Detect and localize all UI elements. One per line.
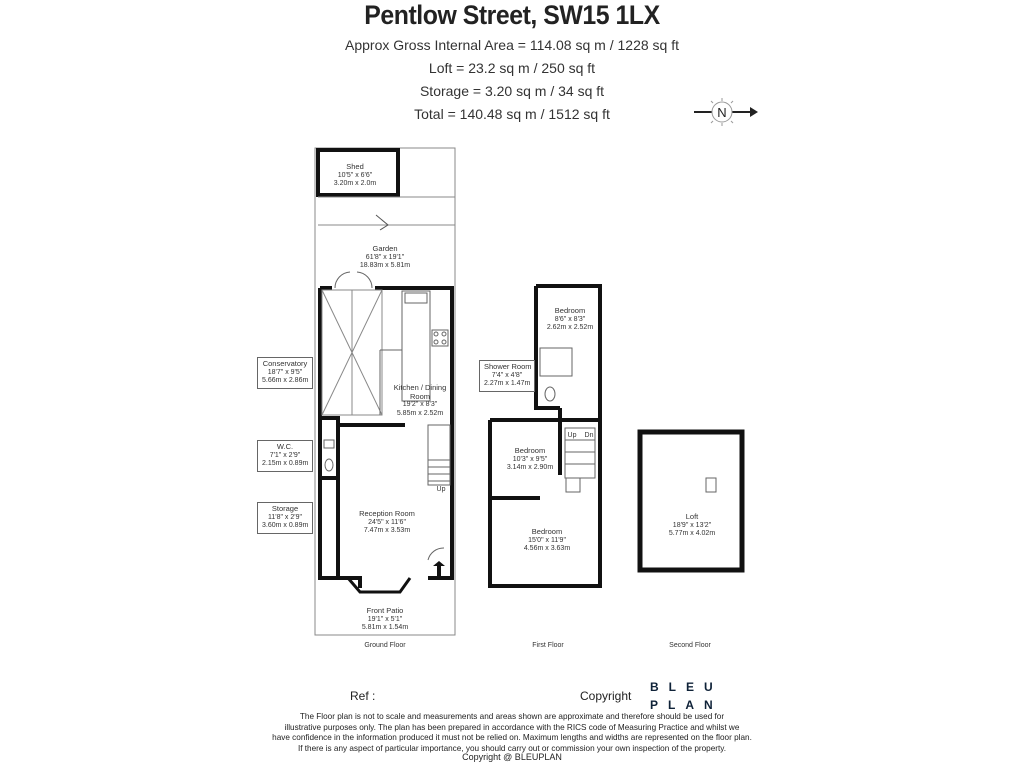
disclaimer: The Floor plan is not to scale and measurements and areas shown are approximate and therefore should be used for illustrative purposes only. The plan has been prepared in accordance with the RICS code of Measuring Practice and whilst we have confidence in the information produced it must not be relied on. Maximum lengths and widths are represented on the floor plan. If there is any aspect of particular importance, you should carry out or commission your own inspection of the property. [272, 712, 752, 753]
gross-area-text: Approx Gross Internal Area = 114.08 sq m / 1228 sq ft [345, 37, 679, 53]
room-label-shed: Shed 10'5" x 6'6" 3.20m x 2.0m [333, 162, 377, 187]
room-label-bedroom-1: Bedroom 8'6" x 8'3" 2.62m x 2.52m [546, 306, 594, 331]
shed-outline [318, 150, 455, 230]
room-label-shower-room: Shower Room 7'4" x 4'8" 2.27m x 1.47m [479, 360, 535, 392]
room-label-front-patio: Front Patio 19'1" x 5'1" 5.81m x 1.54m [361, 606, 409, 631]
conservatory-glazing [322, 290, 382, 415]
room-label-reception: Reception Room 24'5" x 11'6" 7.47m x 3.53m [359, 509, 415, 534]
loft-area-text: Loft = 23.2 sq m / 250 sq ft [428, 60, 596, 76]
room-label-loft: Loft 18'9" x 13'2" 5.77m x 4.02m [668, 512, 716, 537]
first-stairs-down-label: Dn [584, 432, 594, 439]
copyright-footer: Copyright @ BLEUPLAN [462, 752, 562, 762]
ground-stairs [428, 425, 450, 485]
ground-floor-caption: Ground Floor [364, 642, 406, 649]
first-floor-caption: First Floor [532, 642, 564, 649]
room-label-conservatory: Conservatory 18'7" x 9'5" 5.66m x 2.86m [257, 357, 313, 389]
page-title: Pentlow Street, SW15 1LX [364, 0, 660, 30]
second-floor-caption: Second Floor [669, 642, 711, 649]
room-label-bedroom-2: Bedroom 10'3" x 9'5" 3.14m x 2.90m [506, 446, 554, 471]
loft-walls [640, 432, 742, 570]
total-area-text: Total = 140.48 sq m / 1512 sq ft [414, 106, 610, 122]
garden-doors [335, 272, 372, 288]
room-label-storage: Storage 11'8" x 2'9" 3.60m x 0.89m [257, 502, 313, 534]
room-label-bedroom-3: Bedroom 15'0" x 11'9" 4.56m x 3.63m [523, 527, 571, 552]
front-door [428, 548, 444, 560]
bleuplan-logo: BLEU PLAN [650, 680, 723, 712]
ref-label: Ref : [350, 689, 376, 703]
copyright-label: Copyright [580, 689, 632, 703]
first-stairs-up-label: Up [567, 432, 577, 439]
ground-stairs-up-label: Up [436, 486, 446, 493]
bay-window [348, 578, 410, 592]
room-label-kitchen: Kitchen / Dining Room 19'2" x 8'3" 5.85m x 2.52m [393, 383, 447, 417]
room-label-garden: Garden 61'8" x 19'1" 18.83m x 5.81m [359, 244, 411, 269]
storage-area-text: Storage = 3.20 sq m / 34 sq ft [419, 83, 605, 99]
wc-fixtures [324, 440, 334, 471]
room-label-wc: W.C. 7'1" x 2'9" 2.15m x 0.89m [257, 440, 313, 472]
compass-label: N [717, 105, 727, 120]
